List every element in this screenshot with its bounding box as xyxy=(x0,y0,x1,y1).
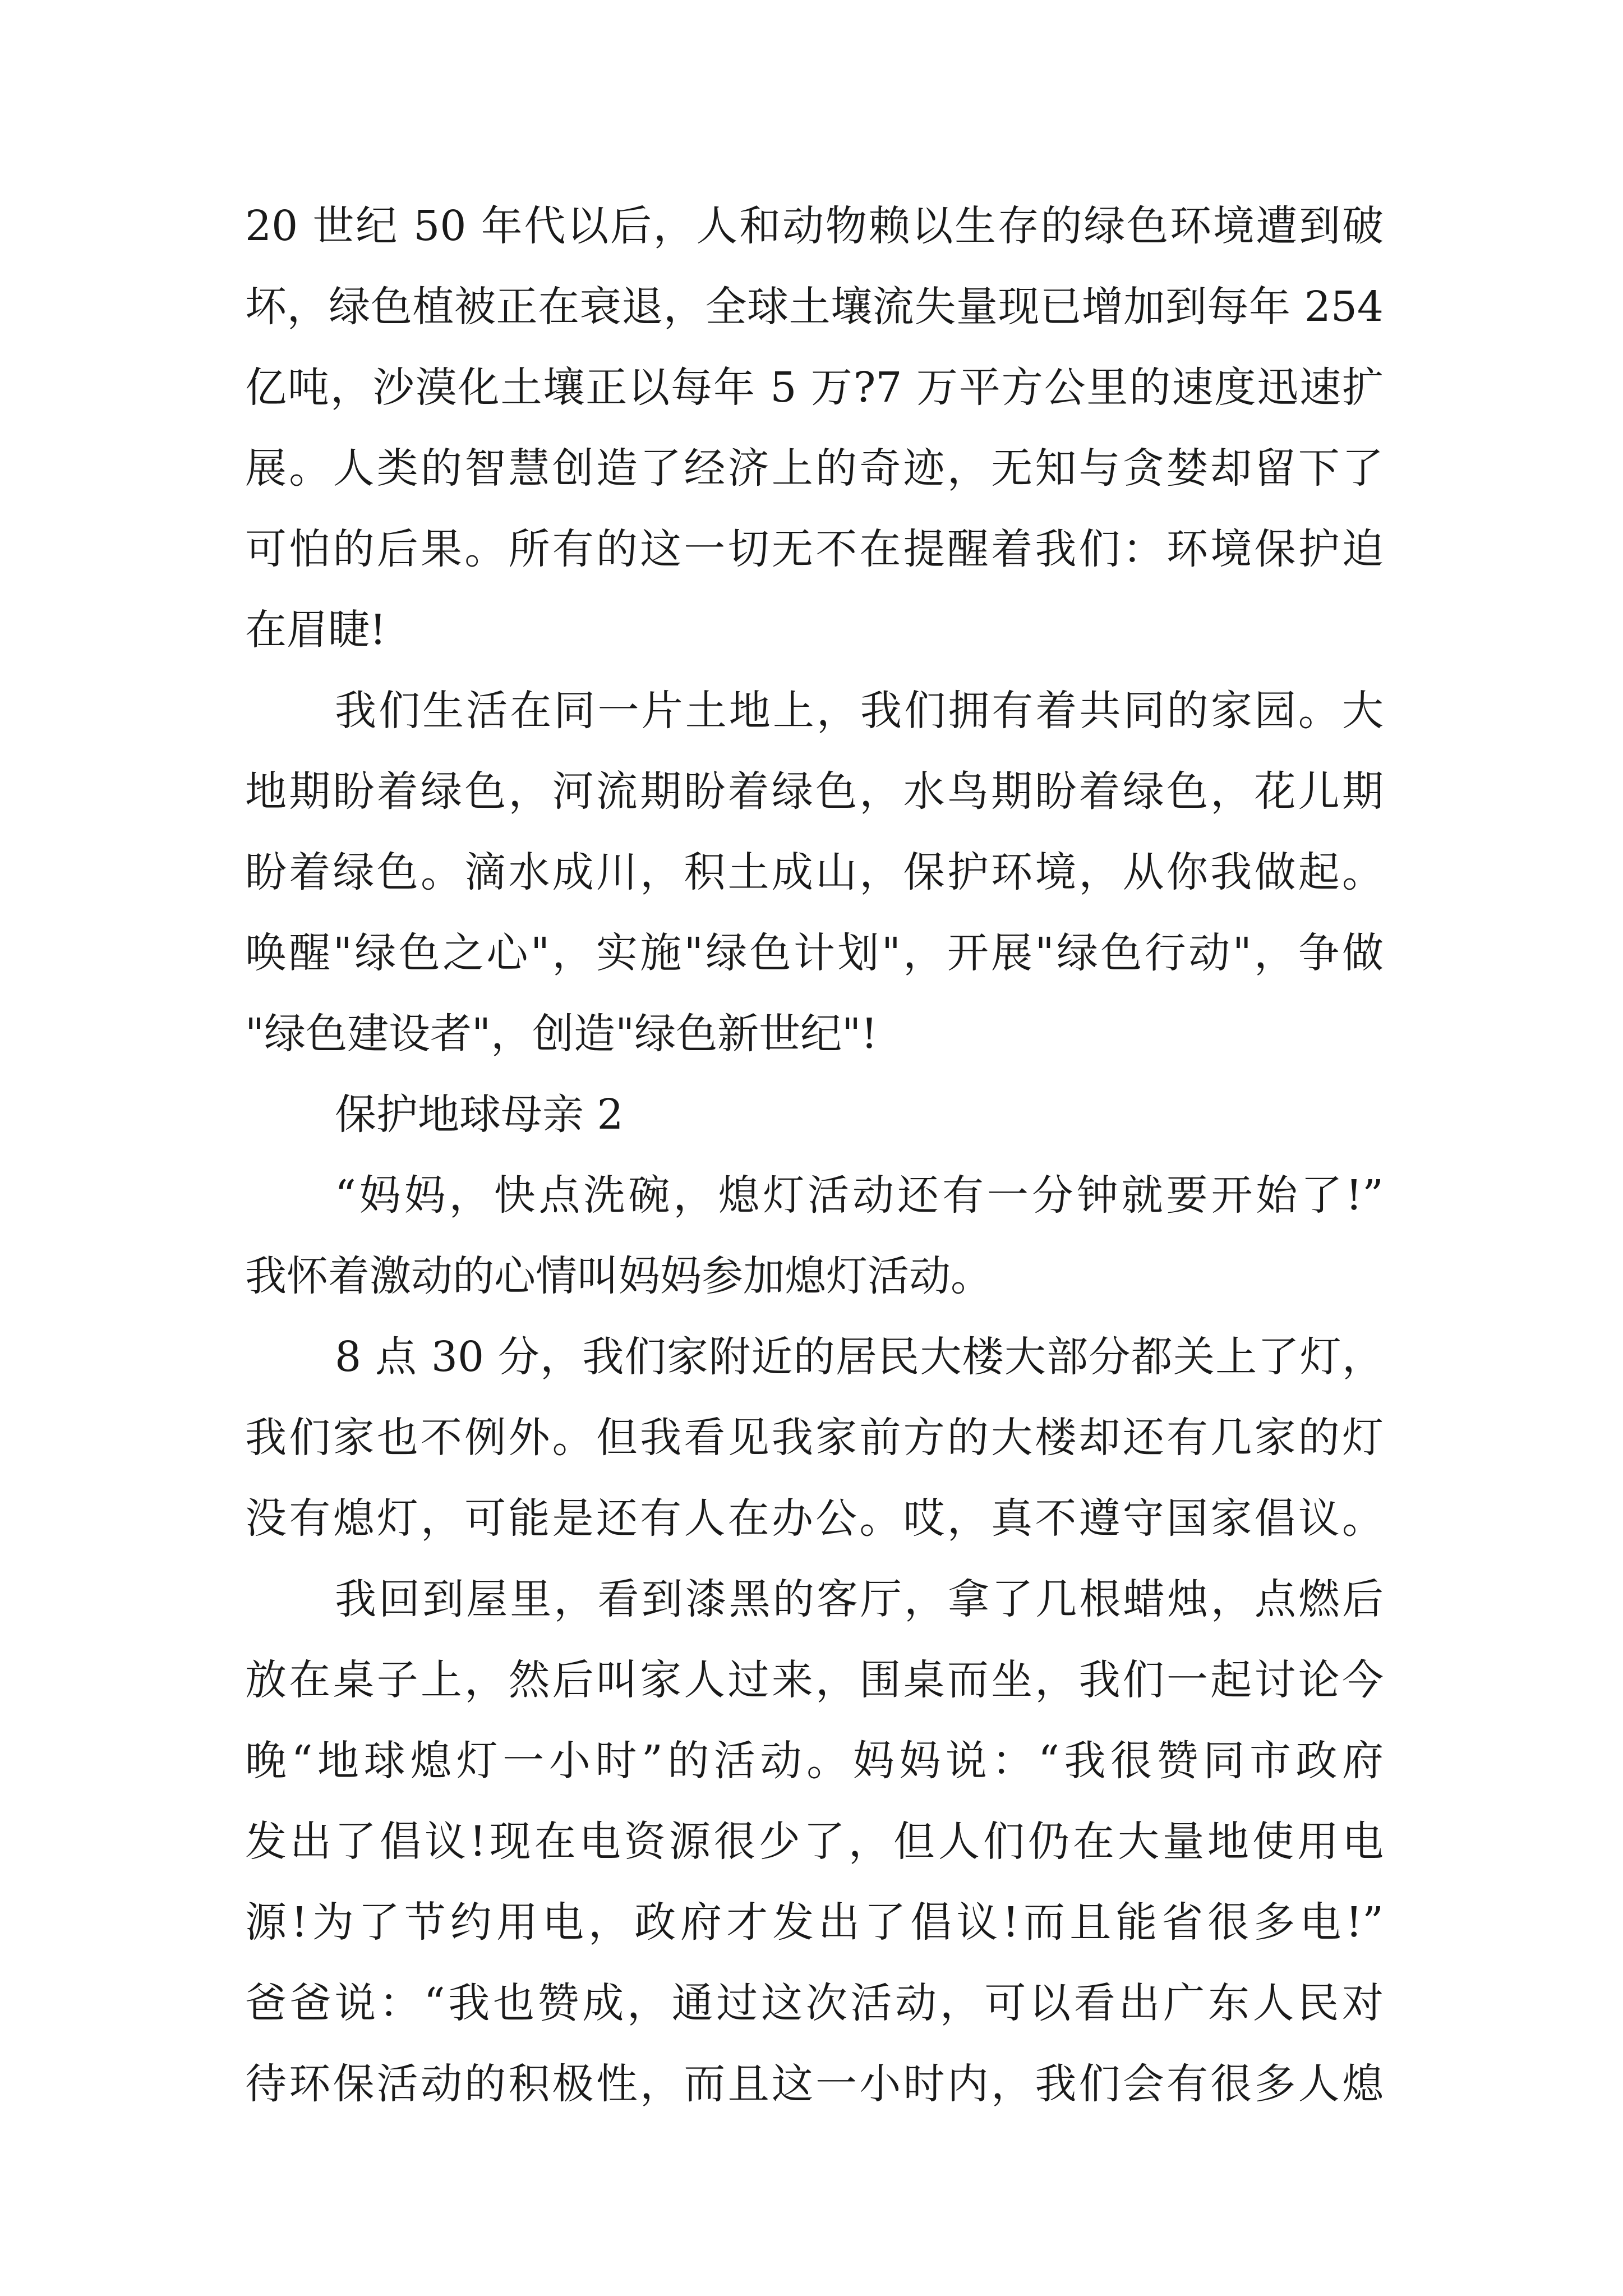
text-line: 爸爸说：“我也赞成，通过这次活动，可以看出广东人民对 xyxy=(245,1979,1384,2027)
text-line: 晚“地球熄灯一小时”的活动。妈妈说：“我很赞同市政府 xyxy=(245,1737,1384,1785)
text-line: “妈妈，快点洗碗，熄灯活动还有一分钟就要开始了!” xyxy=(335,1171,1384,1220)
text-line: 源!为了节约用电，政府才发出了倡议!而且能省很多电!” xyxy=(245,1898,1384,1947)
text-line: 8 点 30 分，我们家附近的居民大楼大部分都关上了灯， xyxy=(335,1333,1384,1381)
text-line: 发出了倡议!现在电资源很少了，但人们仍在大量地使用电 xyxy=(245,1818,1384,1866)
text-line: 唤醒"绿色之心"，实施"绿色计划"，开展"绿色行动"，争做 xyxy=(245,929,1384,977)
text-line: "绿色建设者"，创造"绿色新世纪"! xyxy=(245,1010,878,1058)
text-line: 放在桌子上，然后叫家人过来，围桌而坐，我们一起讨论今 xyxy=(245,1656,1384,1704)
text-line: 坏，绿色植被正在衰退，全球土壤流失量现已增加到每年 254 xyxy=(245,283,1384,331)
text-line: 20 世纪 50 年代以后，人和动物赖以生存的绿色环境遭到破 xyxy=(245,202,1384,250)
text-line: 我们生活在同一片土地上，我们拥有着共同的家园。大 xyxy=(335,687,1384,735)
text-line: 在眉睫! xyxy=(245,606,386,654)
text-line: 我回到屋里，看到漆黑的客厅，拿了几根蜡烛，点燃后 xyxy=(335,1575,1384,1623)
text-line: 盼着绿色。滴水成川，积土成山，保护环境，从你我做起。 xyxy=(245,848,1384,896)
text-line: 亿吨，沙漠化土壤正以每年 5 万?7 万平方公里的速度迅速扩 xyxy=(245,364,1384,412)
text-line: 没有熄灯，可能是还有人在办公。哎，真不遵守国家倡议。 xyxy=(245,1494,1384,1543)
text-line: 我怀着激动的心情叫妈妈参加熄灯活动。 xyxy=(245,1252,992,1300)
text-line: 地期盼着绿色，河流期盼着绿色，水鸟期盼着绿色，花儿期 xyxy=(245,767,1384,816)
section-heading: 保护地球母亲 2 xyxy=(335,1091,624,1139)
text-line: 我们家也不例外。但我看见我家前方的大楼却还有几家的灯 xyxy=(245,1414,1384,1462)
text-line: 待环保活动的积极性，而且这一小时内，我们会有很多人熄 xyxy=(245,2060,1384,2108)
text-line: 可怕的后果。所有的这一切无不在提醒着我们：环境保护迫 xyxy=(245,525,1384,573)
text-line: 展。人类的智慧创造了经济上的奇迹，无知与贪婪却留下了 xyxy=(245,444,1384,493)
